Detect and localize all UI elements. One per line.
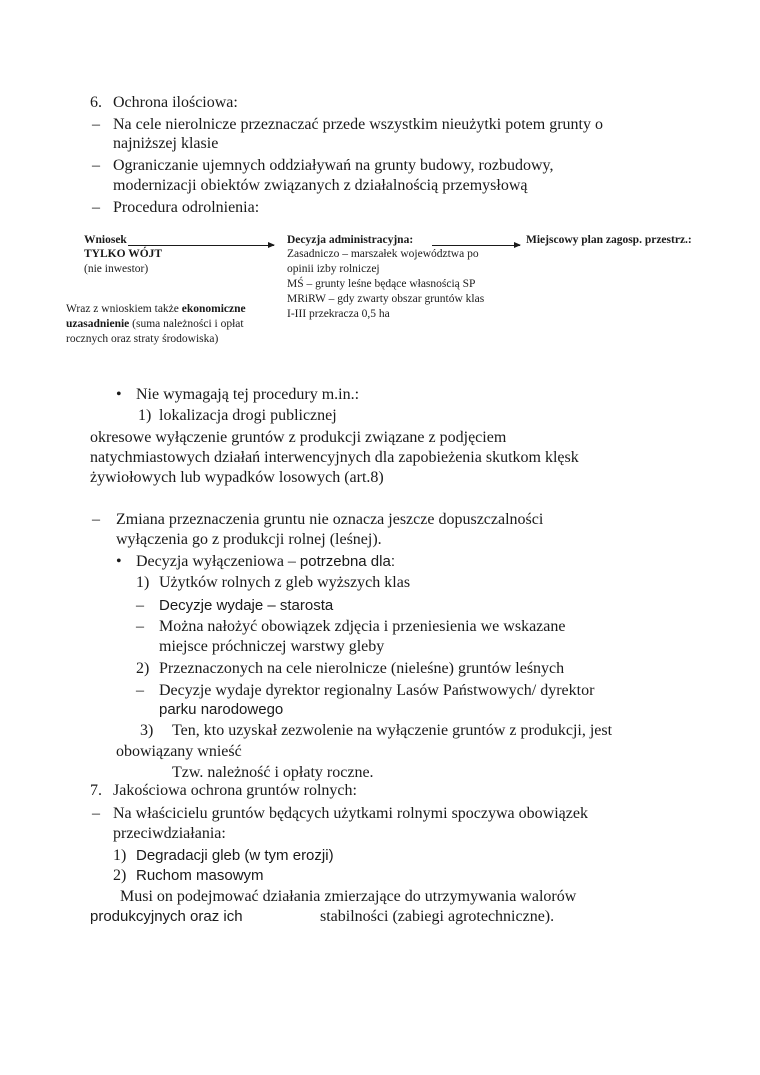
text-line: Decyzje wydaje dyrektor regionalny Lasów Państwowych/ dyrektor	[159, 682, 595, 699]
diagram-nie-inwestor: (nie inwestor)	[84, 263, 149, 275]
text-span: potrzebna dla:	[299, 553, 395, 570]
diagram-text: I-III przekracza 0,5 ha	[287, 308, 390, 320]
text-line: obowiązany wnieść	[116, 743, 242, 760]
diagram-text: Wraz z wnioskiem także	[66, 303, 182, 315]
list-number: 3)	[140, 722, 154, 739]
text-line: żywiołowych lub wypadków losowych (art.8)	[90, 469, 384, 486]
text-line: natychmiastowych działań interwencyjnych dla zapobieżenia skutkom klęsk	[90, 449, 579, 466]
text-line: miejsce próchniczej warstwy gleby	[159, 638, 385, 655]
diagram-text: (suma należności i opłat	[129, 318, 244, 330]
section-6-title: Ochrona ilościowa:	[113, 94, 238, 111]
text-line: Można nałożyć obowiązek zdjęcia i przeniesienia we wskazane	[159, 618, 566, 635]
list-number: 2)	[113, 867, 127, 884]
text-line: Ograniczanie ujemnych oddziaływań na grunty budowy, rozbudowy,	[113, 157, 554, 174]
text-line: produkcyjnych oraz ich	[90, 908, 243, 925]
text-span: Decyzja wyłączeniowa –	[136, 553, 300, 570]
text-line: parku narodowego	[159, 701, 284, 718]
diagram-wniosek: Wniosek	[84, 234, 127, 246]
text-line: Degradacji gleb (w tym erozji)	[136, 847, 334, 864]
arrow-right-icon	[432, 245, 520, 246]
dash-bullet: –	[92, 157, 100, 174]
section-7-title: Jakościowa ochrona gruntów rolnych:	[113, 782, 357, 799]
diagram-miejscowy-plan: Miejscowy plan zagosp. przestrz.:	[526, 234, 692, 246]
decyzja-wylaczeniowa	[136, 552, 395, 572]
text-line: modernizacji obiektów związanych z działalnością przemysłową	[113, 177, 528, 194]
text-line: Musi on podejmować działania zmierzające do utrzymywania walorów	[120, 888, 577, 905]
text-line: Tzw. należność i opłaty roczne.	[172, 764, 374, 781]
text-line: najniższej klasie	[113, 135, 219, 152]
diagram-bold-text: uzasadnienie	[66, 318, 130, 330]
text-line: Użytków rolnych z gleb wyższych klas	[159, 574, 411, 591]
dash-bullet: –	[92, 199, 100, 216]
diagram-tylko-wojt: TYLKO WÓJT	[84, 248, 163, 260]
dash-bullet: –	[136, 618, 144, 635]
text-line: Zmiana przeznaczenia gruntu nie oznacza jeszcze dopuszczalności	[116, 511, 544, 528]
diagram-decyzja: Decyzja administracyjna:	[287, 234, 414, 246]
text-line: okresowe wyłączenie gruntów z produkcji związane z podjęciem	[90, 429, 507, 446]
list-number: 1)	[138, 407, 152, 424]
diagram-text: MŚ – grunty leśne będące własnością SP	[287, 278, 476, 290]
text-line: Przeznaczonych na cele nierolnicze (nieleśne) gruntów leśnych	[159, 660, 565, 677]
diagram-text: rocznych oraz straty środowiska)	[66, 333, 219, 345]
diagram-bold-text: ekonomiczne	[181, 303, 246, 315]
dash-bullet: –	[92, 116, 100, 133]
dash-bullet: –	[136, 682, 144, 699]
diagram-uzasadnienie	[66, 317, 244, 332]
text-line: Decyzje wydaje – starosta	[159, 597, 334, 614]
text-line: Ten, kto uzyskał zezwolenie na wyłączenie gruntów z produkcji, jest	[172, 722, 613, 739]
section-6-number: 6.	[90, 94, 102, 111]
arrow-right-icon	[128, 245, 274, 246]
list-number: 2)	[136, 660, 150, 677]
text-line: Nie wymagają tej procedury m.in.:	[136, 386, 360, 403]
list-number: 1)	[113, 847, 127, 864]
bullet-icon: •	[116, 553, 122, 570]
dash-bullet: –	[92, 511, 100, 528]
list-number: 1)	[136, 574, 150, 591]
text-line: Na właścicielu gruntów będących użytkami rolnymi spoczywa obowiązek	[113, 805, 588, 822]
text-line: Ruchom masowym	[136, 867, 264, 884]
text-line: wyłączenia go z produkcji rolnej (leśnej).	[116, 531, 382, 548]
text-line: stabilności (zabiegi agrotechniczne).	[320, 908, 555, 925]
section-7-number: 7.	[90, 782, 102, 799]
diagram-text: Zasadniczo – marszałek województwa po	[287, 248, 479, 260]
dash-bullet: –	[136, 597, 144, 614]
text-line: lokalizacja drogi publicznej	[159, 407, 337, 424]
dash-bullet: –	[92, 805, 100, 822]
diagram-text: MRiRW – gdy zwarty obszar gruntów klas	[287, 293, 485, 305]
bullet-icon: •	[116, 386, 122, 403]
diagram-wraz	[66, 302, 246, 317]
text-line: Procedura odrolnienia:	[113, 199, 260, 216]
text-line: przeciwdziałania:	[113, 825, 226, 842]
text-line: Na cele nierolnicze przeznaczać przede wszystkim nieużytki potem grunty o	[113, 116, 603, 133]
diagram-text: opinii izby rolniczej	[287, 263, 380, 275]
